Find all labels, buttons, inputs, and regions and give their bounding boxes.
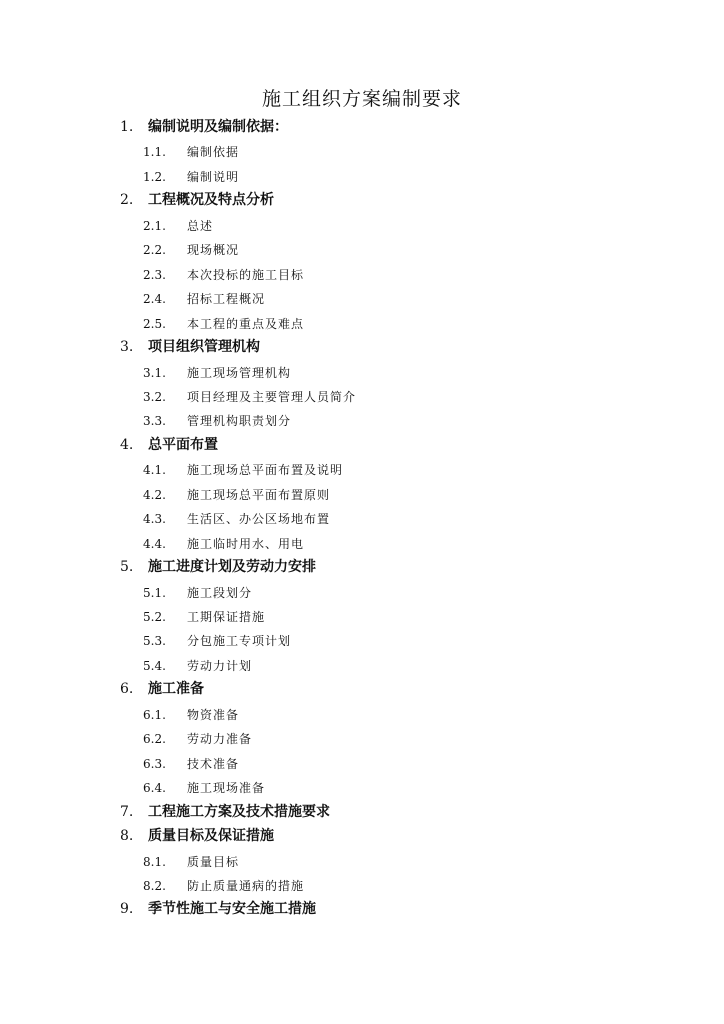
subsection-number: 5.1. xyxy=(143,585,166,600)
section-number: 6. xyxy=(120,681,134,698)
subsection-title: 项目经理及主要管理人员简介 xyxy=(187,389,357,404)
subsection-title: 施工现场管理机构 xyxy=(187,365,292,380)
subsection-title: 招标工程概况 xyxy=(187,292,266,307)
subsection-title: 防止质量通病的措施 xyxy=(187,878,305,893)
subsection-number: 5.4. xyxy=(143,658,166,673)
subsection-number: 4.1. xyxy=(143,463,166,478)
subsection-title: 现场概况 xyxy=(187,243,240,258)
section-title: 施工准备 xyxy=(148,681,204,698)
subsection-number: 3.2. xyxy=(143,389,166,404)
subsection-title: 施工段划分 xyxy=(187,585,253,600)
section-number: 2. xyxy=(120,192,134,209)
section-title: 总平面布置 xyxy=(148,436,218,453)
subsection-title: 管理机构职责划分 xyxy=(187,414,292,429)
section-number: 8. xyxy=(120,828,134,845)
subsection-title: 总述 xyxy=(187,218,214,233)
subsection-number: 6.4. xyxy=(143,781,166,796)
subsection-number: 2.4. xyxy=(143,292,166,307)
subsection-number: 6.1. xyxy=(143,707,166,722)
subsection-title: 本次投标的施工目标 xyxy=(187,267,305,282)
subsection-title: 劳动力计划 xyxy=(187,658,253,673)
subsection-title: 质量目标 xyxy=(187,854,240,869)
section-title: 施工进度计划及劳动力安排 xyxy=(148,559,316,576)
subsection-title: 施工现场准备 xyxy=(187,781,266,796)
subsection-number: 2.3. xyxy=(143,267,166,282)
subsection-number: 4.2. xyxy=(143,487,166,502)
subsection-title: 工期保证措施 xyxy=(187,610,266,624)
subsection-number: 5.2. xyxy=(143,610,166,624)
section-title: 编制说明及编制依据： xyxy=(148,119,288,135)
subsection-title: 施工现场总平面布置及说明 xyxy=(187,463,344,478)
subsection-number: 4.4. xyxy=(143,536,166,551)
subsection-number: 1.2. xyxy=(143,169,166,184)
subsection-title: 施工临时用水、用电 xyxy=(187,536,305,551)
subsection-number: 2.1. xyxy=(143,218,166,233)
subsection-title: 本工程的重点及难点 xyxy=(187,316,305,331)
section-title: 项目组织管理机构 xyxy=(148,339,260,356)
subsection-title: 技术准备 xyxy=(187,756,240,771)
section-number: 3. xyxy=(120,339,134,356)
subsection-title: 生活区、办公区场地布置 xyxy=(187,512,331,527)
section-number: 5. xyxy=(120,559,134,576)
subsection-title: 编制说明 xyxy=(187,169,240,184)
subsection-title: 编制依据 xyxy=(187,145,240,160)
subsection-number: 2.2. xyxy=(143,243,166,258)
subsection-title: 物资准备 xyxy=(187,707,240,722)
subsection-title: 劳动力准备 xyxy=(187,732,253,747)
subsection-number: 8.1. xyxy=(143,854,166,869)
subsection-number: 3.1. xyxy=(143,365,166,380)
subsection-number: 3.3. xyxy=(143,414,166,429)
section-number: 9. xyxy=(120,901,134,918)
subsection-number: 6.3. xyxy=(143,756,166,771)
subsection-number: 5.3. xyxy=(143,634,166,649)
subsection-title: 施工现场总平面布置原则 xyxy=(187,487,331,502)
subsection-title: 分包施工专项计划 xyxy=(187,634,292,649)
section-title: 季节性施工与安全施工措施 xyxy=(148,901,316,918)
document-title: 施工组织方案编制要求 xyxy=(261,88,462,110)
section-number: 4. xyxy=(120,436,134,453)
subsection-number: 6.2. xyxy=(143,732,166,747)
subsection-number: 8.2. xyxy=(143,878,166,893)
section-title: 工程施工方案及技术措施要求 xyxy=(148,803,330,820)
section-title: 质量目标及保证措施 xyxy=(148,828,274,845)
section-number: 1. xyxy=(120,119,134,135)
subsection-number: 4.3. xyxy=(143,512,166,527)
subsection-number: 1.1. xyxy=(143,145,166,160)
section-title: 工程概况及特点分析 xyxy=(148,192,274,209)
section-number: 7. xyxy=(120,803,134,820)
subsection-number: 2.5. xyxy=(143,316,166,331)
